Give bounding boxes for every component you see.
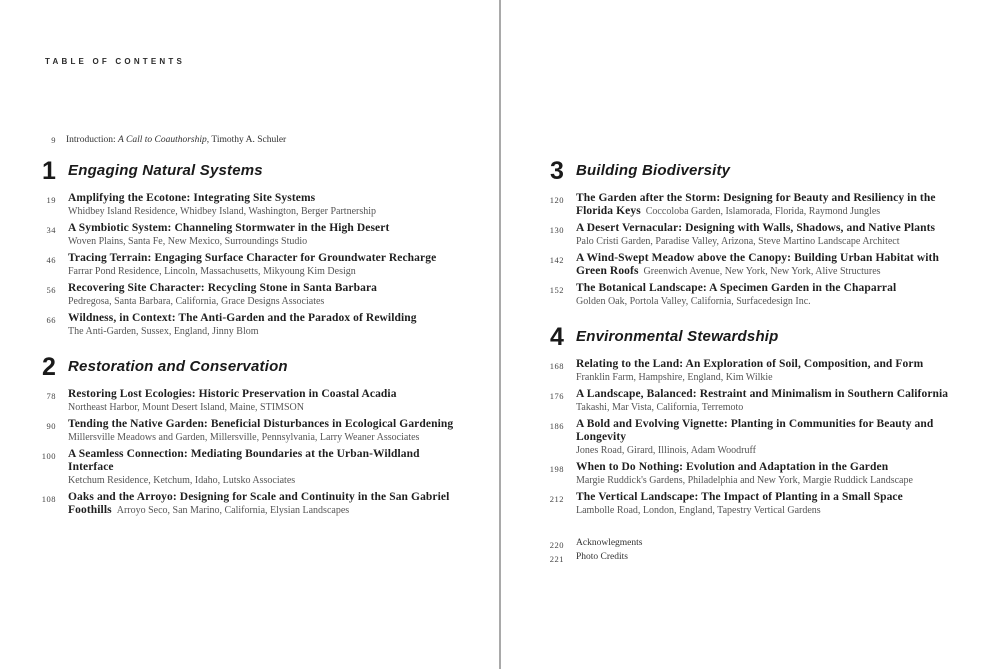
entry-subtitle: Greenwich Avenue, New York, New York, Alive Structures xyxy=(643,266,881,277)
section-number: 4 xyxy=(550,323,564,351)
entry-body xyxy=(576,222,972,248)
toc-section-4 xyxy=(542,324,972,517)
entry-body xyxy=(68,491,464,517)
left-page-column xyxy=(34,158,464,533)
toc-section-2 xyxy=(34,354,464,517)
entry-title: A Seamless Connection: Mediating Boundaries at the Urban-Wildland Interface xyxy=(68,448,420,473)
entry-gap xyxy=(56,192,68,218)
entry-subtitle: Franklin Farm, Hampshire, England, Kim Wilkie xyxy=(576,372,773,383)
entry-gap xyxy=(564,418,576,457)
section-heading xyxy=(34,158,464,184)
entry-subtitle: Whidbey Island Residence, Whidbey Island, Washington, Berger Partnership xyxy=(68,206,377,217)
intro-page-number: 9 xyxy=(51,135,56,145)
toc-entry xyxy=(542,461,972,487)
section-title: Environmental Stewardship xyxy=(576,328,779,345)
entry-body xyxy=(576,192,972,218)
entry-gap xyxy=(56,222,68,248)
entry-page-number: 56 xyxy=(46,284,56,295)
entry-body xyxy=(576,252,972,278)
entry-gap xyxy=(56,388,68,414)
right-page-column xyxy=(542,158,972,565)
toc-section-1 xyxy=(34,158,464,338)
backmatter-list xyxy=(542,537,972,564)
section-heading-gap xyxy=(56,354,68,380)
entry-body xyxy=(576,358,972,384)
entry-title: A Desert Vernacular: Designing with Walls, Shadows, and Native Plants xyxy=(576,222,936,234)
intro-italic-title: A Call to Coauthorship xyxy=(117,135,207,145)
entry-subtitle: Lambolle Road, London, England, Tapestry Vertical Gardens xyxy=(576,505,821,516)
entry-gap xyxy=(564,252,576,278)
entry-page-number: 152 xyxy=(549,284,564,295)
entry-gap xyxy=(56,252,68,278)
intro-suffix: , Timothy A. Schuler xyxy=(206,135,287,145)
toc-entry xyxy=(34,282,464,308)
entry-gap xyxy=(564,358,576,384)
backmatter-gap xyxy=(564,551,576,564)
toc-entry xyxy=(542,491,972,517)
entry-title: Tracing Terrain: Engaging Surface Character for Groundwater Recharge xyxy=(68,252,437,264)
entry-body xyxy=(68,192,464,218)
toc-entry xyxy=(542,192,972,218)
entry-title: Wildness, in Context: The Anti-Garden and the Paradox of Rewilding xyxy=(68,312,417,324)
entry-page-number: 120 xyxy=(549,194,564,205)
entry-title: Tending the Native Garden: Beneficial Disturbances in Ecological Gardening xyxy=(68,418,454,430)
section-number: 2 xyxy=(42,353,56,381)
entry-page-number: 46 xyxy=(46,254,56,265)
toc-entry xyxy=(542,282,972,308)
entry-page-number: 100 xyxy=(41,450,56,461)
section-heading xyxy=(542,158,972,184)
entry-page-number: 130 xyxy=(549,224,564,235)
toc-entry xyxy=(34,448,464,487)
backmatter-entry xyxy=(542,551,972,564)
entry-subtitle: Palo Cristi Garden, Paradise Valley, Arizona, Steve Martino Landscape Architect xyxy=(576,236,900,247)
entry-page-number: 19 xyxy=(46,194,56,205)
entry-title: The Garden after the Storm: Designing for Beauty and Resiliency in the Florida Keys xyxy=(576,192,936,217)
entry-body xyxy=(68,222,464,248)
entry-gap xyxy=(564,192,576,218)
entry-subtitle: The Anti-Garden, Sussex, England, Jinny Blom xyxy=(68,326,259,337)
entry-page-number: 186 xyxy=(549,420,564,431)
section-title: Restoration and Conservation xyxy=(68,358,288,375)
toc-entry xyxy=(34,192,464,218)
toc-entry xyxy=(34,222,464,248)
section-title: Engaging Natural Systems xyxy=(68,162,263,179)
backmatter-page-number: 220 xyxy=(549,539,564,550)
entry-gap xyxy=(564,388,576,414)
entry-title: A Wind-Swept Meadow above the Canopy: Building Urban Habitat with Green Roofs xyxy=(576,252,939,277)
toc-entry xyxy=(34,388,464,414)
entry-subtitle: Golden Oak, Portola Valley, California, Surfacedesign Inc. xyxy=(576,296,811,307)
entry-gap xyxy=(564,461,576,487)
entry-subtitle: Woven Plains, Santa Fe, New Mexico, Surroundings Studio xyxy=(68,236,308,247)
entry-gap xyxy=(564,222,576,248)
section-heading xyxy=(34,354,464,380)
entry-gap xyxy=(56,312,68,338)
entry-body xyxy=(576,461,972,487)
entry-title: Oaks and the Arroyo: Designing for Scale and Continuity in the San Gabriel Foothills xyxy=(68,491,450,516)
toc-entry xyxy=(542,252,972,278)
entry-body xyxy=(576,388,972,414)
entry-subtitle: Pedregosa, Santa Barbara, California, Grace Designs Associates xyxy=(68,296,325,307)
section-number: 3 xyxy=(550,157,564,185)
entry-body xyxy=(68,252,464,278)
section-heading-gap xyxy=(564,324,576,350)
toc-entry xyxy=(34,312,464,338)
entry-body xyxy=(576,282,972,308)
entry-title: When to Do Nothing: Evolution and Adaptation in the Garden xyxy=(576,461,889,473)
entry-body xyxy=(68,312,464,338)
entry-gap xyxy=(56,448,68,487)
entry-subtitle: Farrar Pond Residence, Lincoln, Massachusetts, Mikyoung Kim Design xyxy=(68,266,356,277)
entry-body xyxy=(576,491,972,517)
entry-gap xyxy=(56,282,68,308)
entry-body xyxy=(68,418,464,444)
entry-gap xyxy=(56,418,68,444)
entry-title: Recovering Site Character: Recycling Stone in Santa Barbara xyxy=(68,282,378,294)
section-title: Building Biodiversity xyxy=(576,162,731,179)
backmatter-label: Photo Credits xyxy=(576,552,628,562)
entry-page-number: 198 xyxy=(549,463,564,474)
entry-page-number: 212 xyxy=(549,493,564,504)
intro-gap xyxy=(56,134,66,147)
intro-prefix: Introduction: xyxy=(66,135,118,145)
entry-title: A Bold and Evolving Vignette: Planting in Communities for Beauty and Longevity xyxy=(576,418,934,443)
intro-text xyxy=(66,134,474,147)
entry-title: The Botanical Landscape: A Specimen Garden in the Chaparral xyxy=(576,282,897,294)
toc-entry xyxy=(34,252,464,278)
backmatter-entry xyxy=(542,537,972,550)
entry-body xyxy=(68,448,464,487)
section-heading-gap xyxy=(56,158,68,184)
page-gutter-divider xyxy=(499,0,501,669)
entry-subtitle: Northeast Harbor, Mount Desert Island, Maine, STIMSON xyxy=(68,402,304,413)
entry-subtitle: Arroyo Seco, San Marino, California, Elysian Landscapes xyxy=(116,505,350,516)
entry-subtitle: Millersville Meadows and Garden, Millersville, Pennsylvania, Larry Weaner Associates xyxy=(68,432,420,443)
toc-entry xyxy=(34,491,464,517)
entry-gap xyxy=(564,282,576,308)
toc-entry xyxy=(542,418,972,457)
entry-page-number: 66 xyxy=(46,314,56,325)
section-heading xyxy=(542,324,972,350)
entry-page-number: 168 xyxy=(549,360,564,371)
entry-subtitle: Coccoloba Garden, Islamorada, Florida, Raymond Jungles xyxy=(645,206,881,217)
entry-body xyxy=(576,418,972,457)
toc-section-3 xyxy=(542,158,972,308)
entry-page-number: 78 xyxy=(46,390,56,401)
entry-gap xyxy=(564,491,576,517)
entry-subtitle: Jones Road, Girard, Illinois, Adam Woodruff xyxy=(576,445,756,456)
toc-entry xyxy=(542,358,972,384)
toc-entry xyxy=(542,222,972,248)
entry-page-number: 108 xyxy=(41,493,56,504)
backmatter-gap xyxy=(564,537,576,550)
toc-entry xyxy=(542,388,972,414)
entry-body xyxy=(68,282,464,308)
entry-subtitle: Margie Ruddick's Gardens, Philadelphia and New York, Margie Ruddick Landscape xyxy=(576,475,913,486)
entry-title: Restoring Lost Ecologies: Historic Preservation in Coastal Acadia xyxy=(68,388,397,400)
entry-subtitle: Ketchum Residence, Ketchum, Idaho, Lutsko Associates xyxy=(68,475,296,486)
entry-body xyxy=(68,388,464,414)
entry-title: A Symbiotic System: Channeling Stormwater in the High Desert xyxy=(68,222,390,234)
backmatter-label: Acknowlegments xyxy=(576,538,643,548)
toc-heading: TABLE OF CONTENTS xyxy=(45,57,186,66)
backmatter-page-number: 221 xyxy=(549,553,564,564)
entry-title: A Landscape, Balanced: Restraint and Minimalism in Southern California xyxy=(576,388,949,400)
entry-title: The Vertical Landscape: The Impact of Planting in a Small Space xyxy=(576,491,903,503)
entry-title: Amplifying the Ecotone: Integrating Site Systems xyxy=(68,192,316,204)
entry-title: Relating to the Land: An Exploration of Soil, Composition, and Form xyxy=(576,358,924,370)
intro-entry xyxy=(34,134,474,147)
entry-page-number: 90 xyxy=(46,420,56,431)
entry-page-number: 176 xyxy=(549,390,564,401)
entry-gap xyxy=(56,491,68,517)
entry-subtitle: Takashi, Mar Vista, California, Terremoto xyxy=(576,402,744,413)
entry-page-number: 34 xyxy=(46,224,56,235)
entry-page-number: 142 xyxy=(549,254,564,265)
section-number: 1 xyxy=(42,157,56,185)
toc-entry xyxy=(34,418,464,444)
section-heading-gap xyxy=(564,158,576,184)
